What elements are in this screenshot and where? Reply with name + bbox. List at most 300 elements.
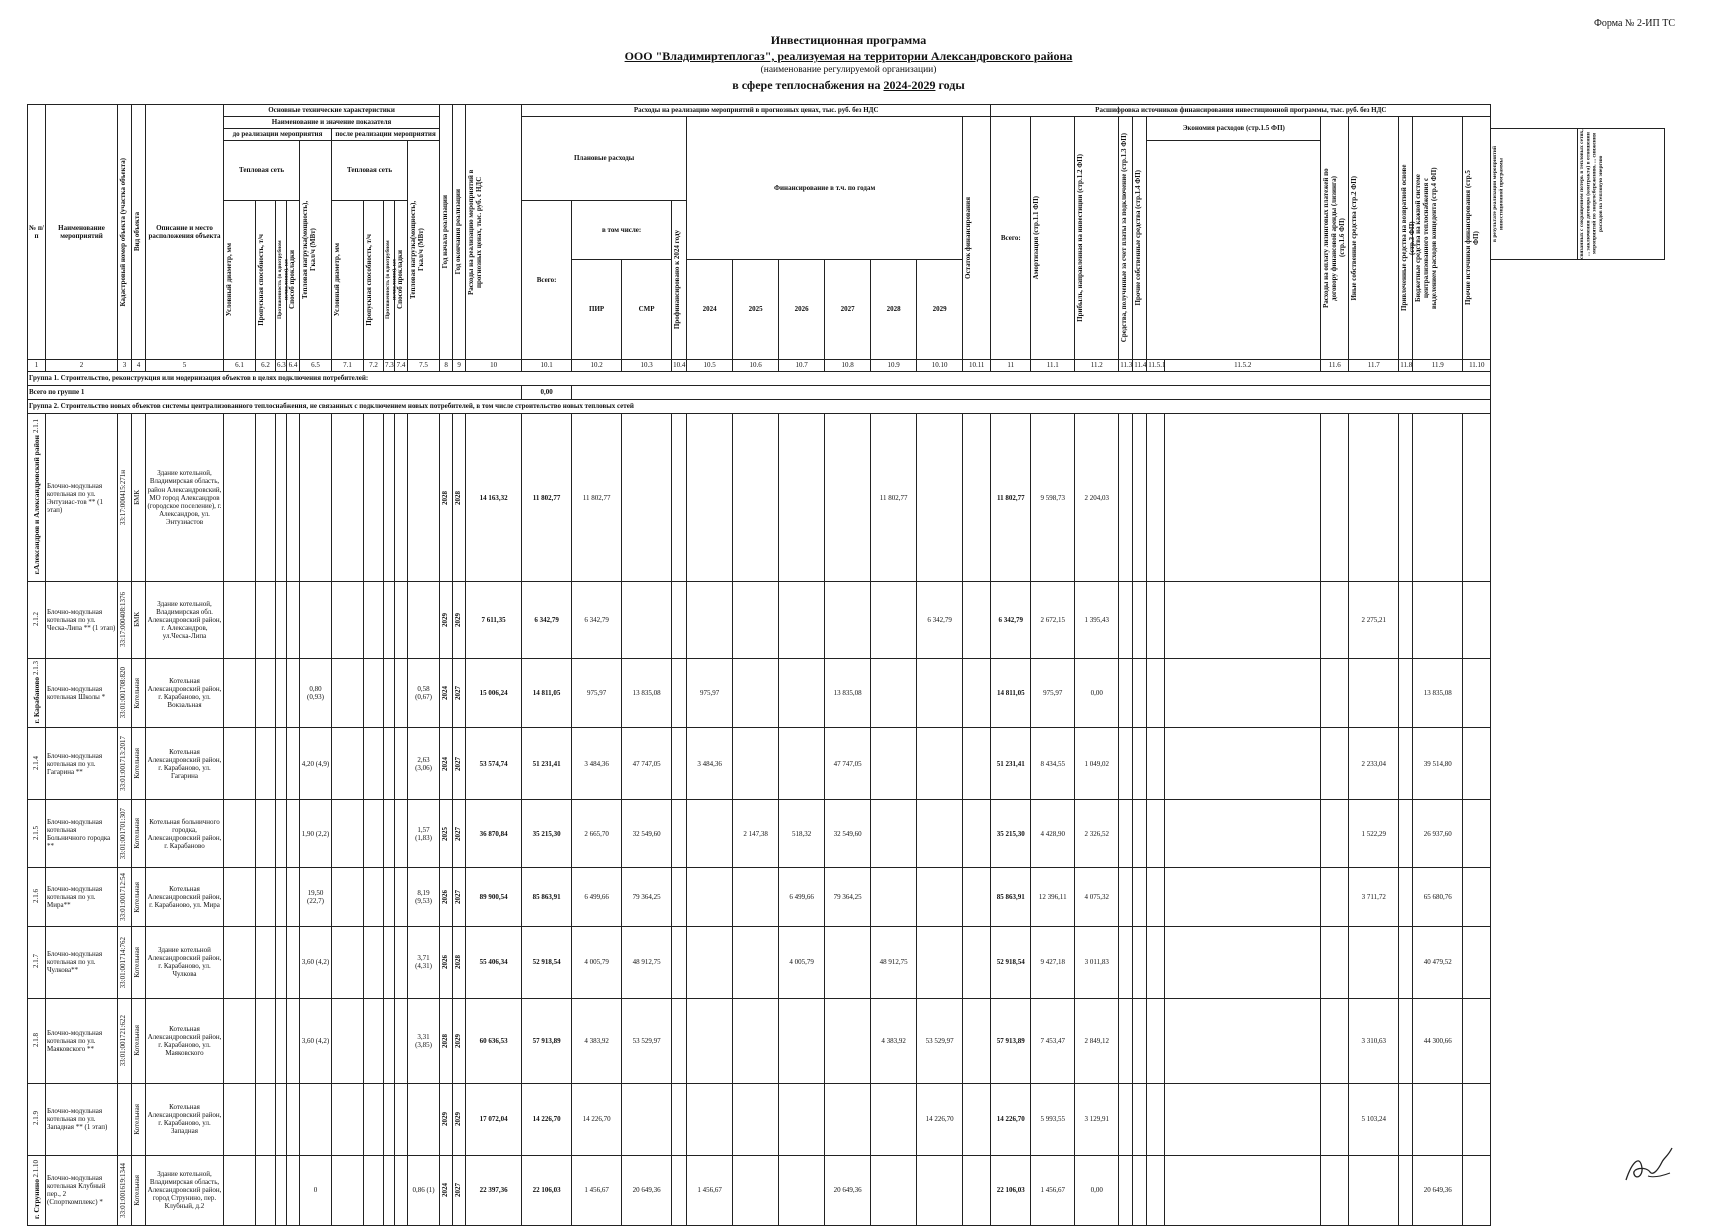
borrowed: 2 275,21 [1349, 582, 1399, 658]
heat-load-after: 2,63 (3,06) [408, 728, 440, 800]
budget: 26 937,60 [1413, 800, 1463, 868]
financed-before [672, 728, 687, 800]
financing-2027: 79 364,25 [825, 868, 871, 926]
measure-name: Блочно-модульная котельная Больничного городка ** [46, 800, 118, 868]
financing-2027: 32 549,60 [825, 800, 871, 868]
signature [1618, 1140, 1678, 1188]
col-year-2029: 2029 [917, 260, 963, 360]
planned-pir: 3 484,36 [572, 728, 622, 800]
locality-label: г. Струнино [31, 1179, 41, 1220]
heat-load-before [300, 1083, 332, 1155]
financing-2025: 2 147,38 [733, 800, 779, 868]
other-sources [1463, 582, 1491, 658]
financing-2024: 3 484,36 [687, 728, 733, 800]
savings-a [1147, 1155, 1165, 1225]
tech-value [256, 868, 276, 926]
tech-value [256, 926, 276, 998]
financing-2028 [871, 1155, 917, 1225]
table-row [28, 1155, 1665, 1225]
other-own [1133, 800, 1147, 868]
object-description: Здание котельной Александровский район, г. Карабаново, ул. Чулкова [146, 926, 224, 998]
tech-value [332, 658, 364, 728]
financing-2025 [733, 728, 779, 800]
financing-2028 [871, 582, 917, 658]
tech-value [395, 998, 408, 1083]
col-year-end: Год окончания реализации [453, 105, 466, 360]
year-start: 2029 [440, 1083, 453, 1155]
planned-pir: 1 456,67 [572, 1155, 622, 1225]
col-length-after: Протяженность (в однотрубном исчислении), км [384, 200, 395, 360]
column-number: 11.5.1 [1147, 360, 1165, 372]
planned-smr: 32 549,60 [622, 800, 672, 868]
borrowed: 2 233,04 [1349, 728, 1399, 800]
table-row [28, 868, 1665, 926]
column-number: 10.8 [825, 360, 871, 372]
budget: 39 514,80 [1413, 728, 1463, 800]
returnable [1399, 998, 1413, 1083]
financing-2024 [687, 800, 733, 868]
col-capacity-before: Пропускная способность, т/ч [256, 200, 276, 360]
object-type: Котельная [132, 658, 146, 728]
tech-value [332, 998, 364, 1083]
financing-2029 [917, 414, 963, 582]
other-own [1133, 658, 1147, 728]
financing-2029: 14 226,70 [917, 1083, 963, 1155]
connection-fee [1119, 1155, 1133, 1225]
tech-value [332, 728, 364, 800]
tech-value [395, 1155, 408, 1225]
planned-smr: 13 835,08 [622, 658, 672, 728]
col-diameter-after: Условный диаметр, мм [332, 200, 364, 360]
financing-2029: 6 342,79 [917, 582, 963, 658]
col-sources-group: Расшифровка источников финансирования инвестиционной программы, тыс. руб. без НДС [991, 105, 1491, 117]
amortization: 2 672,15 [1031, 582, 1075, 658]
borrowed [1349, 1155, 1399, 1225]
year-start: 2026 [440, 868, 453, 926]
group1-title: Группа 1. Строительство, реконструкция или модернизация объектов в целях подключения потребителей: [28, 372, 1491, 386]
savings-a [1147, 414, 1165, 582]
financing-2029 [917, 800, 963, 868]
financing-2028: 48 912,75 [871, 926, 917, 998]
tech-value [224, 728, 256, 800]
tech-value [287, 582, 300, 658]
other-sources [1463, 998, 1491, 1083]
col-object-type: Вид объекта [132, 105, 146, 360]
financing-2025 [733, 658, 779, 728]
column-number: 6.3 [276, 360, 287, 372]
tech-value [287, 1083, 300, 1155]
col-heat-load-before: Тепловая нагрузка(мощность), Гкал/ч (МВт) [300, 141, 332, 360]
planned-smr: 79 364,25 [622, 868, 672, 926]
object-type: Котельная [132, 998, 146, 1083]
table-row [28, 414, 1665, 582]
heat-load-after: 3,71 (4,31) [408, 926, 440, 998]
object-description: Котельная Александровский район, г. Карабаново, ул. Вокзальная [146, 658, 224, 728]
year-start: 2028 [440, 998, 453, 1083]
other-own [1133, 414, 1147, 582]
heat-load-before: 0,80 (0,93) [300, 658, 332, 728]
column-number: 11 [991, 360, 1031, 372]
year-start: 2029 [440, 582, 453, 658]
column-number: 6.1 [224, 360, 256, 372]
financing-2028: 11 802,77 [871, 414, 917, 582]
object-type: БМК [132, 414, 146, 582]
tech-value [395, 868, 408, 926]
savings-a [1147, 926, 1165, 998]
column-number: 11.3 [1119, 360, 1133, 372]
column-number: 7.5 [408, 360, 440, 372]
tech-value [224, 998, 256, 1083]
organization-line: ООО "Владимиртеплогаз", реализуемая на территории Александровского района [624, 49, 1073, 63]
budget [1413, 582, 1463, 658]
financing-2029 [917, 728, 963, 800]
col-length-before: Протяженность (в однотрубном исчислении), км [276, 200, 287, 360]
col-after: после реализации мероприятия [332, 129, 440, 141]
col-laying-before: Способ прокладки [287, 200, 300, 360]
col-financed-before: Профинансировано к 2024 году [672, 200, 687, 360]
col-expenses-group: Расходы на реализацию мероприятий в прогнозных ценах, тыс. руб. без НДС [522, 105, 991, 117]
measure-name: Блочно-модульная котельная по ул. Чулкова** [46, 926, 118, 998]
col-heat-network-before: Тепловая сеть [224, 141, 300, 201]
tech-value [276, 582, 287, 658]
document-header [0, 32, 1697, 93]
lease [1321, 414, 1349, 582]
financing-2026 [779, 728, 825, 800]
column-number: 6.5 [300, 360, 332, 372]
tech-value [332, 414, 364, 582]
planned-pir: 11 802,77 [572, 414, 622, 582]
col-heat-load-after: Тепловая нагрузка(мощность), Гкал/ч (МВт) [408, 141, 440, 360]
measure-name: Блочно-модульная котельная по ул. Энтузиас-тов ** (1 этап) [46, 414, 118, 582]
object-type: Котельная [132, 926, 146, 998]
financing-2026 [779, 1155, 825, 1225]
returnable [1399, 414, 1413, 582]
planned-total: 85 863,91 [522, 868, 572, 926]
connection-fee [1119, 658, 1133, 728]
savings-b [1165, 728, 1321, 800]
tech-value [287, 800, 300, 868]
column-number: 7.1 [332, 360, 364, 372]
cadastral-number: 33:01:001712:54 [118, 868, 132, 926]
planned-pir: 4 383,92 [572, 998, 622, 1083]
column-number: 11.6 [1321, 360, 1349, 372]
sources-total: 14 811,05 [991, 658, 1031, 728]
planned-smr [622, 1083, 672, 1155]
col-total: Всего: [522, 200, 572, 360]
column-number: 9 [453, 360, 466, 372]
financing-2026 [779, 582, 825, 658]
col-profit: Прибыль, направленная на инвестиции (стр.1.2 ФП) [1075, 117, 1119, 360]
heat-load-after [408, 582, 440, 658]
savings-b [1165, 800, 1321, 868]
planned-smr: 20 649,36 [622, 1155, 672, 1225]
col-heat-network-after: Тепловая сеть [332, 141, 408, 201]
year-start: 2024 [440, 658, 453, 728]
col-capacity-after: Пропускная способность, т/ч [364, 200, 384, 360]
col-before: до реализации мероприятия [224, 129, 332, 141]
tech-value [364, 658, 384, 728]
financing-2027 [825, 414, 871, 582]
borrowed [1349, 658, 1399, 728]
tech-value [256, 800, 276, 868]
table-row [28, 800, 1665, 868]
tech-value [256, 1083, 276, 1155]
savings-b [1165, 868, 1321, 926]
savings-a [1147, 582, 1165, 658]
heat-load-before: 3,60 (4,2) [300, 998, 332, 1083]
connection-fee [1119, 1083, 1133, 1155]
other-own [1133, 1083, 1147, 1155]
lease [1321, 658, 1349, 728]
financing-2027 [825, 582, 871, 658]
financing-2025 [733, 1083, 779, 1155]
col-savings: Экономия расходов (стр.1.5 ФП) [1147, 117, 1321, 141]
planned-total: 11 802,77 [522, 414, 572, 582]
amortization: 9 598,73 [1031, 414, 1075, 582]
other-sources [1463, 1083, 1491, 1155]
sources-total: 35 215,30 [991, 800, 1031, 868]
year-start: 2025 [440, 800, 453, 868]
col-savings-b: связанных с сокращением потерь в тепловых сетях, ... заключения договора (контракта) в отношении мероприятий по энергосбережению, ... снижения расходов на тепловую энергию [1578, 129, 1665, 260]
column-number: 11.8 [1399, 360, 1413, 372]
column-number: 10.4 [672, 360, 687, 372]
tech-value [256, 582, 276, 658]
planned-smr: 53 529,97 [622, 998, 672, 1083]
row-number: 2.1.10г. Струнино [28, 1155, 46, 1225]
remainder [963, 800, 991, 868]
returnable [1399, 926, 1413, 998]
forecast-cost: 22 397,36 [466, 1155, 522, 1225]
col-year-2026: 2026 [779, 260, 825, 360]
object-type: Котельная [132, 868, 146, 926]
planned-total: 35 215,30 [522, 800, 572, 868]
financing-2024 [687, 868, 733, 926]
profit: 3 011,83 [1075, 926, 1119, 998]
heat-load-before: 4,20 (4,9) [300, 728, 332, 800]
col-laying-after: Способ прокладки [395, 200, 408, 360]
col-year-2028: 2028 [871, 260, 917, 360]
other-own [1133, 926, 1147, 998]
heat-load-before: 3,60 (4,2) [300, 926, 332, 998]
forecast-cost: 17 072,04 [466, 1083, 522, 1155]
remainder [963, 1155, 991, 1225]
sources-total: 6 342,79 [991, 582, 1031, 658]
financing-2024 [687, 1083, 733, 1155]
measure-name: Блочно-модульная котельная по ул. Мира** [46, 868, 118, 926]
row-number: 2.1.5 [28, 800, 46, 868]
other-own [1133, 728, 1147, 800]
tech-value [276, 728, 287, 800]
measure-name: Блочно-модульная котельная Клубный пер., 2 (Спорткомплекс) * [46, 1155, 118, 1225]
financing-2026 [779, 414, 825, 582]
column-number: 6.4 [287, 360, 300, 372]
lease [1321, 926, 1349, 998]
sources-total: 51 231,41 [991, 728, 1031, 800]
amortization: 1 456,67 [1031, 1155, 1075, 1225]
amortization: 9 427,18 [1031, 926, 1075, 998]
planned-total: 51 231,41 [522, 728, 572, 800]
tech-value [395, 926, 408, 998]
form-number: Форма № 2-ИП ТС [1593, 18, 1675, 29]
savings-b [1165, 582, 1321, 658]
tech-value [395, 582, 408, 658]
financing-2024 [687, 414, 733, 582]
object-type: Котельная [132, 800, 146, 868]
col-other: Прочие источники финансирования (стр.5 ФП) [1463, 117, 1491, 360]
col-name: Наименование мероприятий [46, 105, 118, 360]
planned-total: 22 106,03 [522, 1155, 572, 1225]
tech-value [256, 414, 276, 582]
borrowed [1349, 926, 1399, 998]
column-number: 11.1 [1031, 360, 1075, 372]
measures-body [28, 414, 1665, 1226]
cadastral-number: 33:01:001714:762 [118, 926, 132, 998]
planned-total: 57 913,89 [522, 998, 572, 1083]
column-number: 11.5.2 [1165, 360, 1321, 372]
object-description: Котельная Александровский район, г. Карабаново, ул. Маяковского [146, 998, 224, 1083]
financing-2025 [733, 868, 779, 926]
heat-load-before: 1,90 (2,2) [300, 800, 332, 868]
financing-2028: 4 383,92 [871, 998, 917, 1083]
column-number: 10.6 [733, 360, 779, 372]
financing-2028 [871, 658, 917, 728]
forecast-cost: 36 870,84 [466, 800, 522, 868]
planned-pir: 4 005,79 [572, 926, 622, 998]
tech-value [256, 1155, 276, 1225]
column-number: 10.9 [871, 360, 917, 372]
returnable [1399, 1083, 1413, 1155]
object-description: Здание котельной, Владимирская обл. Александровский район, г. Александров, ул.Ческа-Липа [146, 582, 224, 658]
lease [1321, 998, 1349, 1083]
financing-2024 [687, 582, 733, 658]
returnable [1399, 658, 1413, 728]
column-number: 10 [466, 360, 522, 372]
remainder [963, 1083, 991, 1155]
tech-value [384, 414, 395, 582]
tech-value [332, 800, 364, 868]
col-year-2027: 2027 [825, 260, 871, 360]
object-description: Здание котельной, Владимирская область, Александровский район, город Струнино, пер. Клубный, д.2 [146, 1155, 224, 1225]
heat-load-before [300, 414, 332, 582]
heat-load-after [408, 414, 440, 582]
year-start: 2024 [440, 1155, 453, 1225]
other-sources [1463, 868, 1491, 926]
table-row [28, 926, 1665, 998]
planned-pir: 6 499,66 [572, 868, 622, 926]
planned-total: 14 811,05 [522, 658, 572, 728]
column-number: 10.1 [522, 360, 572, 372]
profit: 3 129,91 [1075, 1083, 1119, 1155]
connection-fee [1119, 868, 1133, 926]
profit: 1 395,43 [1075, 582, 1119, 658]
tech-value [364, 728, 384, 800]
financing-2025 [733, 998, 779, 1083]
planned-pir: 6 342,79 [572, 582, 622, 658]
borrowed [1349, 414, 1399, 582]
tech-value [276, 658, 287, 728]
amortization: 12 396,11 [1031, 868, 1075, 926]
table-row [28, 728, 1665, 800]
tech-value [224, 926, 256, 998]
financing-2025 [733, 1155, 779, 1225]
savings-b [1165, 926, 1321, 998]
measure-name: Блочно-модульная котельная по ул. Маяковского ** [46, 998, 118, 1083]
column-number: 2 [46, 360, 118, 372]
other-sources [1463, 728, 1491, 800]
financing-2028 [871, 868, 917, 926]
group1-total-label: Всего по группе 1 [28, 386, 522, 400]
financing-2026: 6 499,66 [779, 868, 825, 926]
col-year-2024: 2024 [687, 260, 733, 360]
column-number: 10.5 [687, 360, 733, 372]
tech-value [384, 800, 395, 868]
tech-value [395, 800, 408, 868]
financing-2028 [871, 800, 917, 868]
amortization: 4 428,90 [1031, 800, 1075, 868]
returnable [1399, 800, 1413, 868]
connection-fee [1119, 800, 1133, 868]
lease [1321, 728, 1349, 800]
other-own [1133, 998, 1147, 1083]
tech-value [224, 414, 256, 582]
financed-before [672, 1083, 687, 1155]
group1-title-row [28, 372, 1665, 386]
measure-name: Блочно-модульная котельная по ул. Гагарина ** [46, 728, 118, 800]
col-cadastral: Кадастровый номер объекта (участка объекта) [118, 105, 132, 360]
col-year-start: Год начала реализации [440, 105, 453, 360]
object-type: Котельная [132, 1083, 146, 1155]
financed-before [672, 658, 687, 728]
savings-a [1147, 800, 1165, 868]
row-number: 2.1.1г.Александров и Александровский район [28, 414, 46, 582]
tech-value [276, 1155, 287, 1225]
financing-2024 [687, 926, 733, 998]
column-number: 3 [118, 360, 132, 372]
connection-fee [1119, 582, 1133, 658]
tech-value [276, 868, 287, 926]
savings-b [1165, 414, 1321, 582]
financed-before [672, 582, 687, 658]
planned-total: 6 342,79 [522, 582, 572, 658]
financing-2027 [825, 926, 871, 998]
row-number: 2.1.4 [28, 728, 46, 800]
tech-value [276, 1083, 287, 1155]
savings-b [1165, 1155, 1321, 1225]
locality-label: г.Александров и Александровский район [31, 434, 41, 575]
budget: 40 479,52 [1413, 926, 1463, 998]
table-row [28, 998, 1665, 1083]
tech-value [287, 728, 300, 800]
column-number: 10.10 [917, 360, 963, 372]
column-number: 7.3 [384, 360, 395, 372]
financing-2028 [871, 728, 917, 800]
col-other-own: Прочие собственные средства (стр.1.4 ФП) [1133, 117, 1147, 360]
financed-before [672, 868, 687, 926]
profit: 0,00 [1075, 658, 1119, 728]
sources-total: 57 913,89 [991, 998, 1031, 1083]
table-row [28, 1083, 1665, 1155]
col-financing-years: Финансирование в т.ч. по годам [687, 117, 963, 260]
table-row [28, 582, 1665, 658]
forecast-cost: 14 163,32 [466, 414, 522, 582]
sources-total: 85 863,91 [991, 868, 1031, 926]
col-num: № п/п [28, 105, 46, 360]
year-end: 2027 [453, 728, 466, 800]
tech-value [395, 414, 408, 582]
forecast-cost: 7 611,35 [466, 582, 522, 658]
connection-fee [1119, 998, 1133, 1083]
financing-2025 [733, 582, 779, 658]
